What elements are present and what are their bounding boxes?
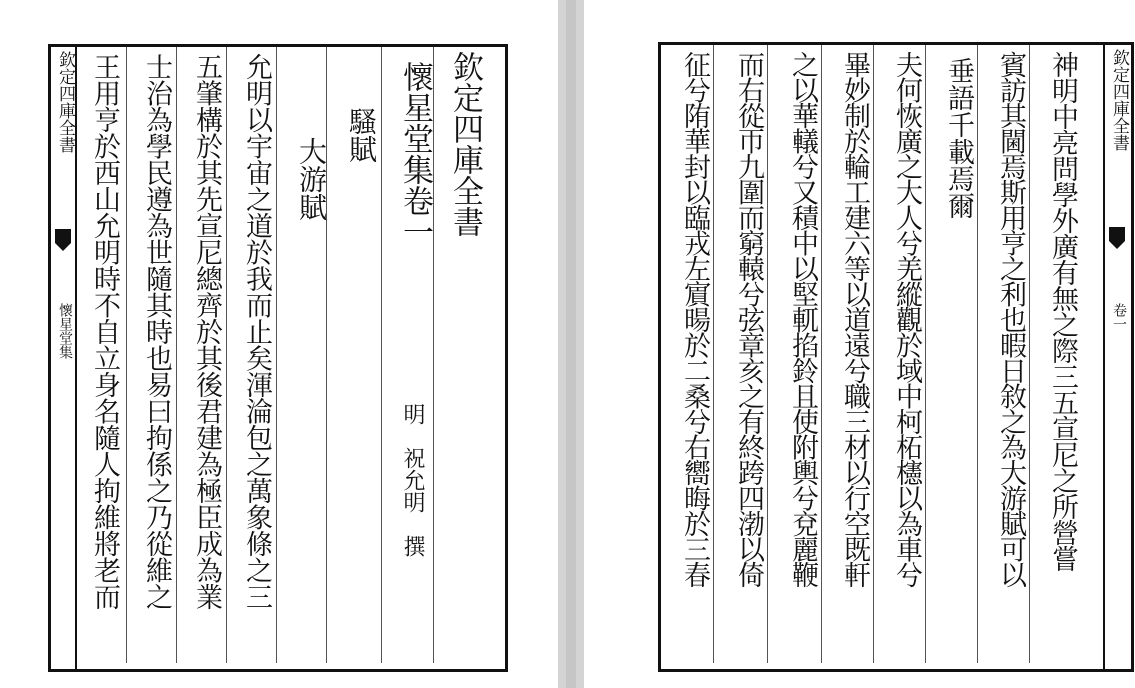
right-page-frame [658, 42, 1134, 672]
left-fishtail-mark [55, 229, 71, 243]
text-column: 五肇構於其先宣尼總齊於其後君建為極臣成為業 [191, 53, 222, 610]
left-page-frame [48, 44, 508, 672]
left-margin-title: 欽定四庫全書 [55, 51, 75, 153]
left-page [0, 0, 558, 688]
text-column: 士治為學民遵為世隨其時也易曰拘係之乃從維之 [141, 53, 172, 610]
book-title: 欽定四庫全書 [447, 51, 483, 237]
text-column: 王用亨於西山允明時不自立身名隨人拘維將老而 [89, 53, 120, 610]
page-divider [558, 0, 584, 688]
author-line: 明 祝允明 撰 [400, 403, 425, 557]
text-column: 神明中亮問學外廣有無之際三五宣尼之所營嘗 [1047, 51, 1078, 571]
col-line [226, 47, 227, 663]
right-fishtail-mark [1109, 227, 1125, 241]
col-line [176, 47, 177, 663]
right-page [584, 0, 1129, 688]
fu-title: 大游賦 [295, 137, 328, 221]
right-margin-title: 欽定四庫全書 [1109, 49, 1129, 151]
col-line [276, 47, 277, 663]
section-heading: 騷賦 [345, 107, 378, 163]
text-column: 之以華轙兮又積中以堅軏掐鈴且使附輿兮兗麗鞭 [787, 51, 818, 587]
text-column: 征兮陏華封以臨戎左賔暘於二桑兮右嚮晦於三春 [679, 51, 710, 587]
left-margin-subtitle: 懷星堂集 [57, 303, 73, 359]
text-column: 夫何恢廣之大人兮羌縱觀於域中柯柘櫶以為車兮 [891, 51, 922, 587]
text-column: 垂語千載焉爾 [943, 57, 974, 219]
text-column: 允明以宇宙之道於我而止矣渾淪包之萬象條之三 [241, 53, 272, 610]
text-column: 賓訪其閫焉斯用亨之利也暇日敘之為大游賦可以 [995, 51, 1026, 587]
text-column: 畢妙制於輪工建六等以道遠兮職三材以行空既軒 [839, 51, 870, 587]
text-column: 而右從帀九圍而窮轅兮弦章亥之有終跨四渤以倚 [733, 51, 764, 587]
col-line [126, 47, 127, 663]
right-margin-subtitle: 卷一 [1111, 303, 1127, 331]
col-line [381, 47, 382, 663]
volume-title: 懷星堂集卷一 [397, 61, 433, 247]
